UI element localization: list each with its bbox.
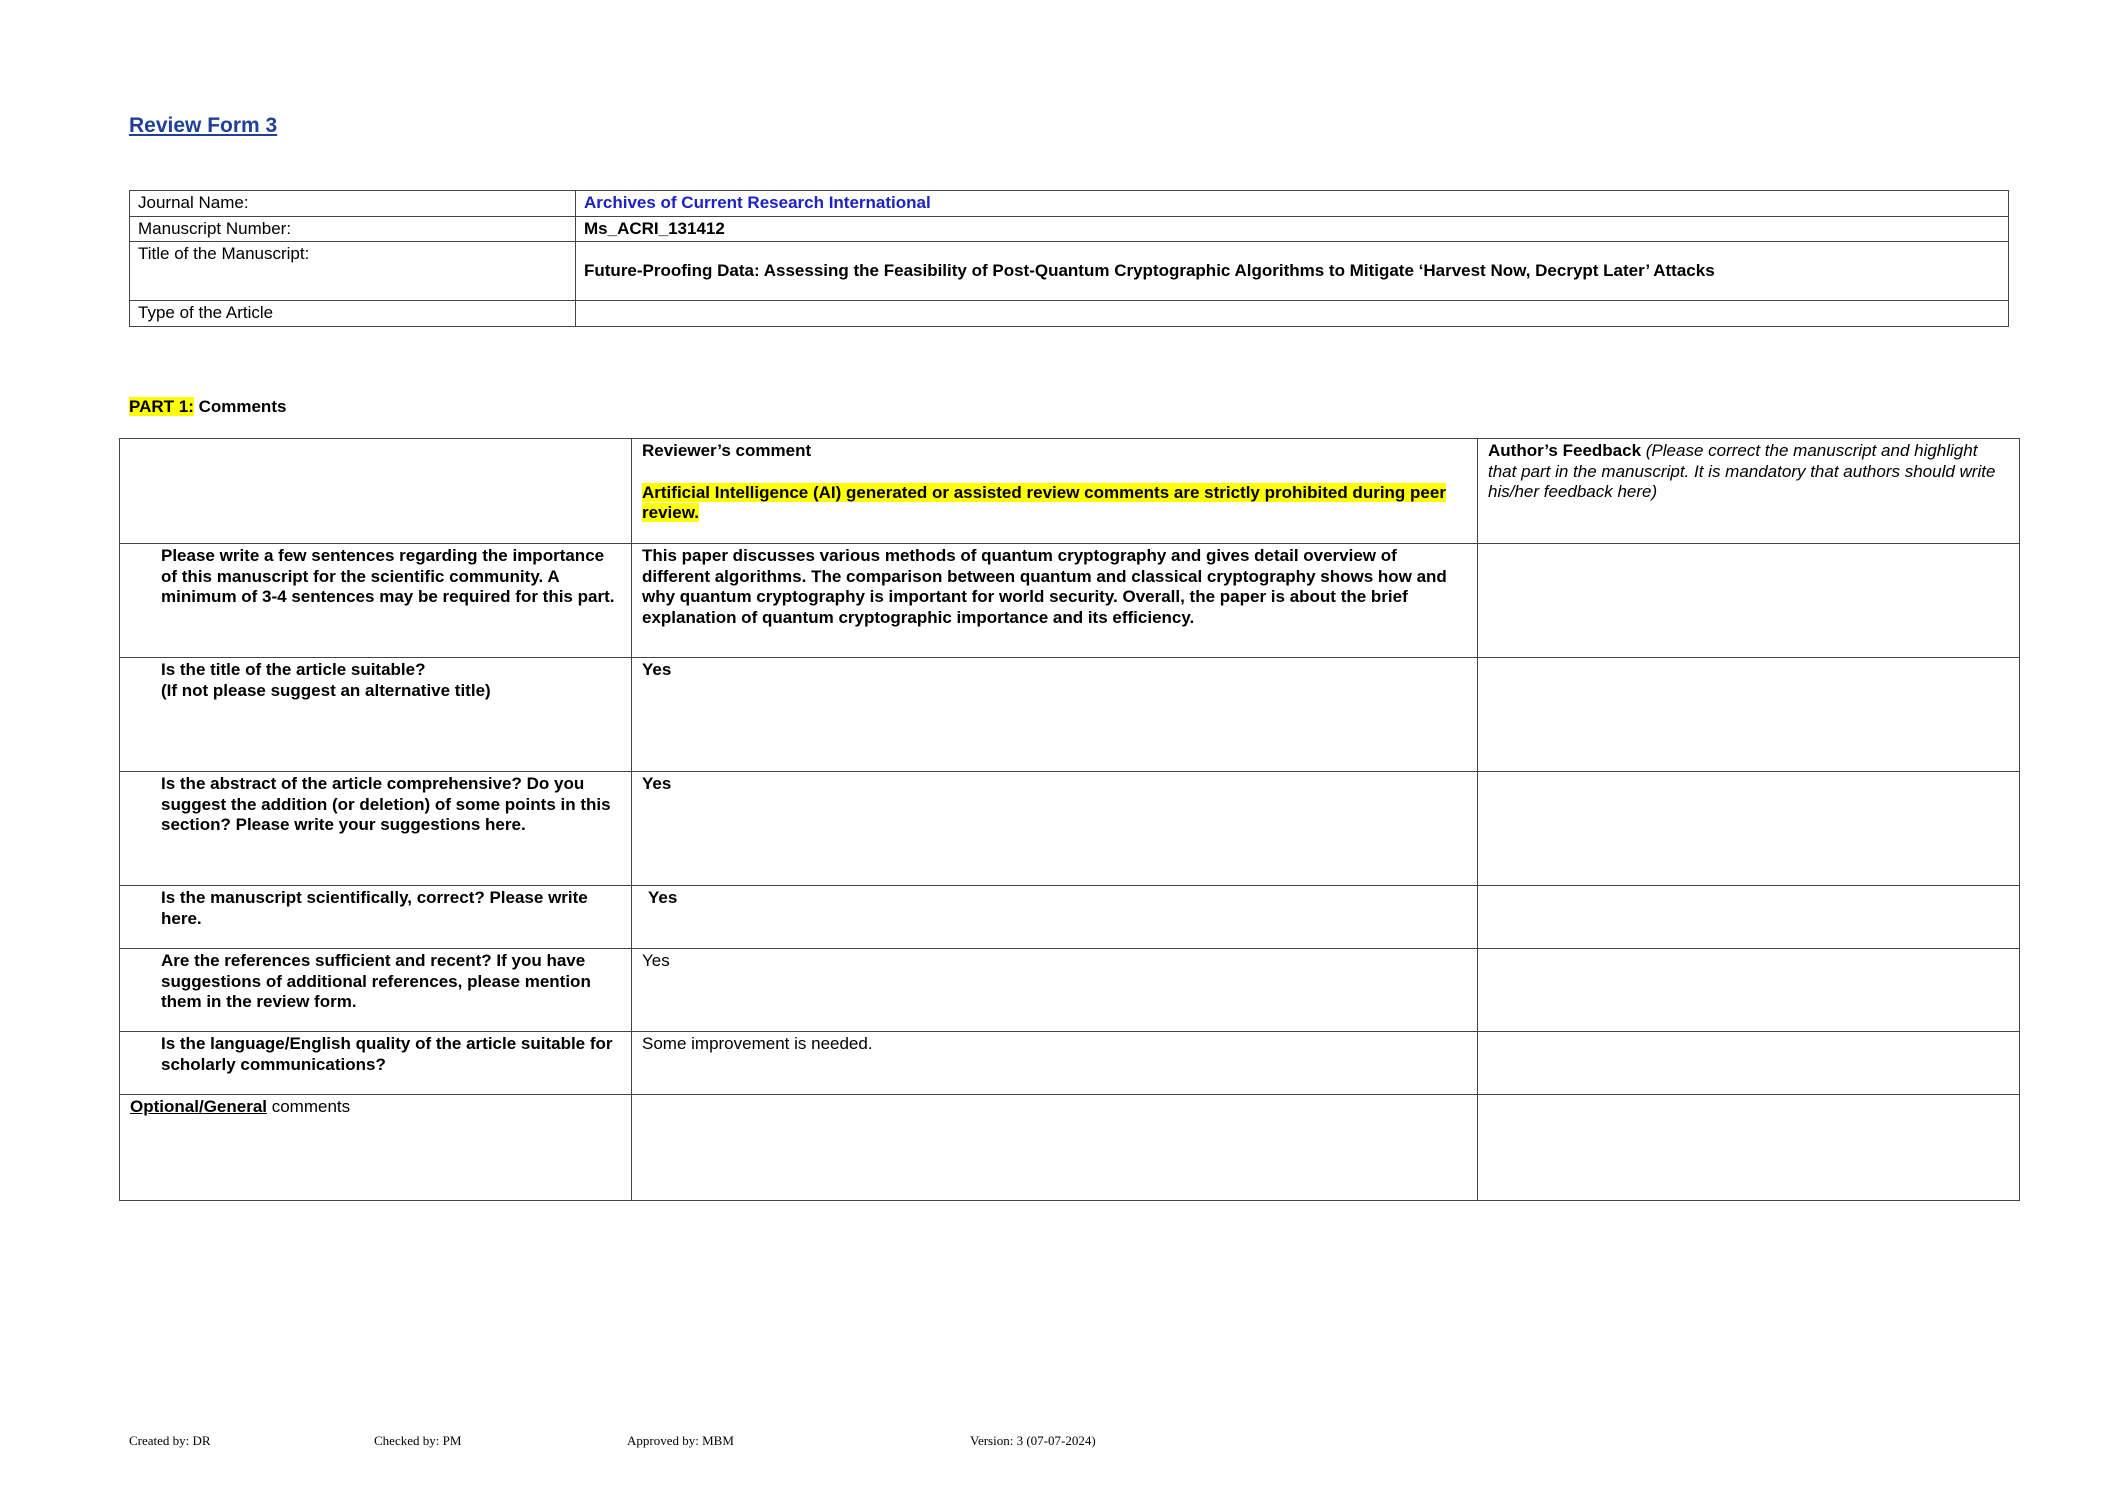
optional-feedback-cell[interactable] bbox=[1478, 1095, 2020, 1201]
author-header-cell bbox=[1478, 439, 2020, 544]
author-feedback-cell[interactable] bbox=[1478, 949, 2020, 1032]
journal-value: Archives of Current Research International bbox=[576, 191, 2009, 217]
table-row bbox=[120, 544, 2020, 658]
question-cell: Is the title of the article suitable? (If not please suggest an alternative title) bbox=[120, 658, 632, 772]
manuscript-title-value: Future-Proofing Data: Assessing the Feasibility of Post-Quantum Cryptographic Algorithms to Mitigate ‘Harvest Now, Decrypt Later’ Attacks bbox=[576, 242, 2009, 301]
reviewer-comment-label: Reviewer’s comment bbox=[642, 441, 812, 460]
manuscript-number-value: Ms_ACRI_131412 bbox=[576, 216, 2009, 242]
comments-table bbox=[119, 438, 2020, 1201]
article-type-value bbox=[576, 301, 2009, 327]
question-cell: Is the language/English quality of the article suitable for scholarly communications? bbox=[120, 1032, 632, 1095]
part-title: Comments bbox=[193, 397, 287, 416]
journal-row bbox=[130, 191, 2009, 217]
part-label: PART 1: bbox=[129, 397, 194, 416]
question-cell: Please write a few sentences regarding the importance of this manuscript for the scientific community. A minimum of 3-4 sentences may be required for this part. bbox=[120, 544, 632, 658]
reviewer-comment-cell[interactable]: This paper discusses various methods of quantum cryptography and gives detail overview of different algorithms. The comparison between quantum and classical cryptography shows how and why quantum cryptography is important for world security. Overall, the paper is about the brief explanation of quantum cryptographic importance and its efficiency. bbox=[632, 544, 1478, 658]
optional-comment-cell[interactable] bbox=[632, 1095, 1478, 1201]
article-type-row bbox=[130, 301, 2009, 327]
manuscript-title-row bbox=[130, 242, 2009, 301]
comments-header-row bbox=[120, 439, 2020, 544]
optional-label-cell bbox=[120, 1095, 632, 1201]
reviewer-comment-cell[interactable]: Yes bbox=[632, 886, 1478, 949]
form-title[interactable]: Review Form 3 bbox=[129, 114, 278, 137]
footer-created: Created by: DR bbox=[129, 1433, 211, 1448]
question-cell: Are the references sufficient and recent? If you have suggestions of additional references, please mention them in the review form. bbox=[120, 949, 632, 1032]
table-row bbox=[120, 772, 2020, 886]
table-row bbox=[120, 949, 2020, 1032]
reviewer-comment-cell[interactable]: Yes bbox=[632, 658, 1478, 772]
author-feedback-cell[interactable] bbox=[1478, 772, 2020, 886]
ai-warning: Artificial Intelligence (AI) generated or assisted review comments are strictly prohibited during peer review. bbox=[642, 482, 1446, 522]
table-row bbox=[120, 1032, 2020, 1095]
optional-comments-row bbox=[120, 1095, 2020, 1201]
optional-label-part1: Optional bbox=[130, 1097, 199, 1116]
reviewer-comment-cell[interactable]: Yes bbox=[632, 772, 1478, 886]
table-row bbox=[120, 886, 2020, 949]
author-feedback-note: (Please correct the manuscript and highlight that part in the manuscript. It is mandatory that authors should write his/her feedback here) bbox=[1488, 441, 1996, 501]
manuscript-number-label: Manuscript Number: bbox=[130, 216, 576, 242]
footer-checked: Checked by: PM bbox=[374, 1433, 462, 1448]
article-type-label: Type of the Article bbox=[130, 301, 576, 327]
author-feedback-cell[interactable] bbox=[1478, 544, 2020, 658]
footer-version: Version: 3 (07-07-2024) bbox=[970, 1433, 1096, 1448]
author-feedback-cell[interactable] bbox=[1478, 658, 2020, 772]
part-heading bbox=[129, 397, 286, 417]
reviewer-comment-cell[interactable]: Some improvement is needed. bbox=[632, 1032, 1478, 1095]
optional-label-rest: comments bbox=[267, 1097, 351, 1116]
question-cell: Is the abstract of the article comprehensive? Do you suggest the addition (or deletion) of some points in this section? Please write your suggestions here. bbox=[120, 772, 632, 886]
table-row bbox=[120, 658, 2020, 772]
optional-label-sep: / bbox=[198, 1097, 204, 1116]
optional-label-part2: General bbox=[203, 1097, 267, 1116]
question-cell: Is the manuscript scientifically, correct? Please write here. bbox=[120, 886, 632, 949]
reviewer-header-cell bbox=[632, 439, 1478, 544]
manuscript-info-table bbox=[129, 190, 2009, 327]
journal-label: Journal Name: bbox=[130, 191, 576, 217]
author-feedback-cell[interactable] bbox=[1478, 886, 2020, 949]
author-feedback-label: Author’s Feedback bbox=[1488, 441, 1642, 460]
reviewer-comment-cell[interactable]: Yes bbox=[632, 949, 1478, 1032]
manuscript-number-row bbox=[130, 216, 2009, 242]
manuscript-title-label: Title of the Manuscript: bbox=[130, 242, 576, 301]
footer-approved: Approved by: MBM bbox=[627, 1433, 734, 1448]
header-blank-cell bbox=[120, 439, 632, 544]
author-feedback-cell[interactable] bbox=[1478, 1032, 2020, 1095]
